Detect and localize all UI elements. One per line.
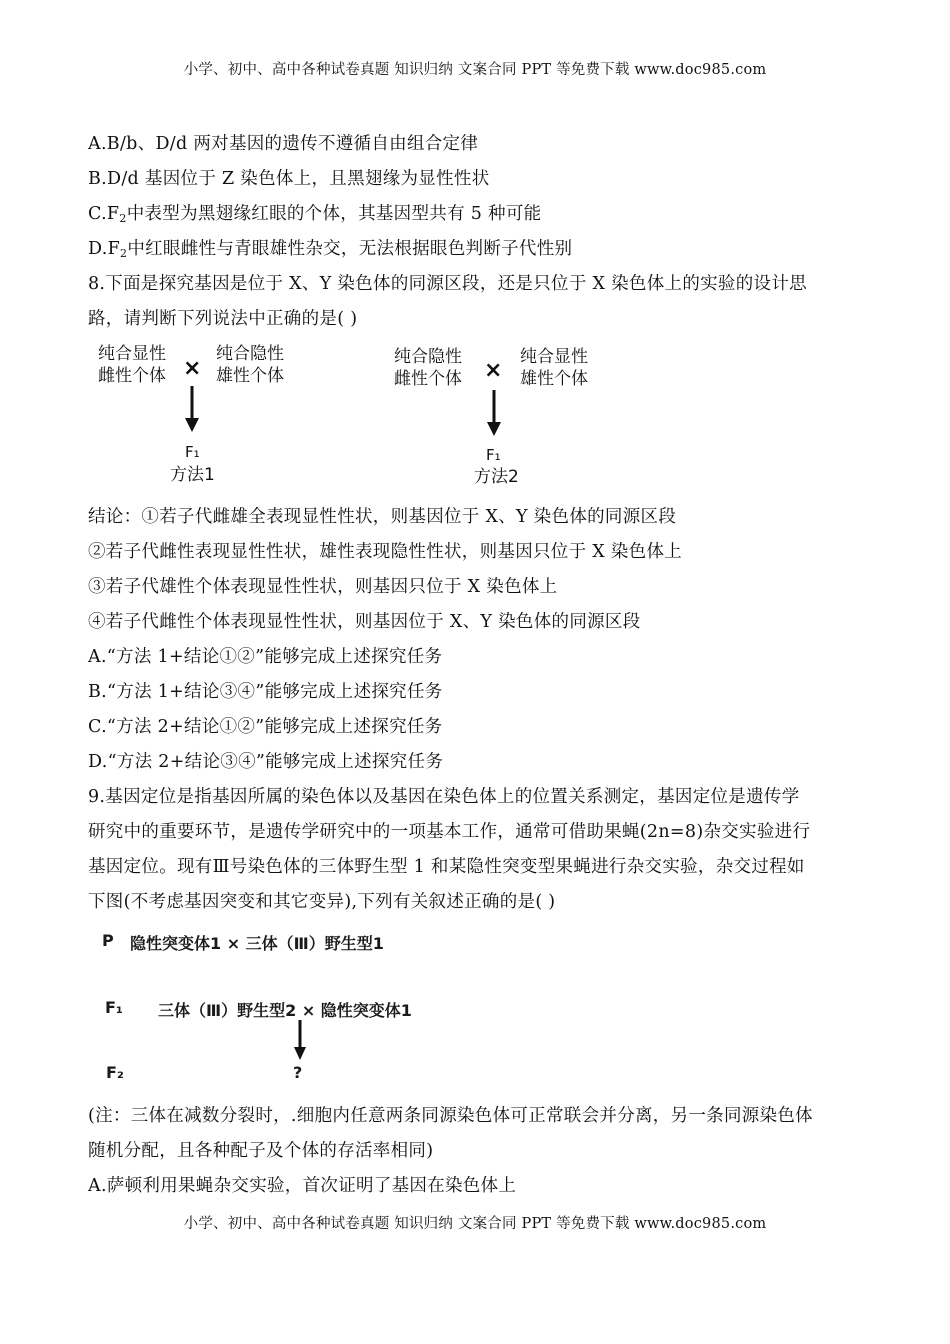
q9-p-cross: 隐性突变体1 × 三体（Ⅲ）野生型1 bbox=[130, 934, 384, 953]
q7-c-post: 中表型为黑翅缘红眼的个体，其基因型共有 5 种可能 bbox=[126, 204, 542, 224]
q9-f1-label: F₁ bbox=[105, 998, 123, 1017]
q7-d-post: 中红眼雌性与青眼雄性杂交，无法根据眼色判断子代性别 bbox=[127, 239, 573, 259]
q8-option-d: D.“方法 2+结论③④”能够完成上述探究任务 bbox=[88, 752, 444, 772]
m1-cross-symbol: × bbox=[183, 356, 202, 381]
m1-arrow-icon bbox=[180, 386, 204, 434]
q9-f1-cross: 三体（Ⅲ）野生型2 × 隐性突变体1 bbox=[158, 1001, 412, 1020]
m1-right-line1: 纯合隐性 bbox=[216, 344, 284, 364]
m2-method-label: 方法2 bbox=[474, 467, 519, 487]
q8-option-c: C.“方法 2+结论①②”能够完成上述探究任务 bbox=[88, 717, 443, 737]
q9-stem-line2: 研究中的重要环节，是遗传学研究中的一项基本工作，通常可借助果蝇(2n=8)杂交实验进行 bbox=[88, 822, 811, 842]
q9-p-label: P bbox=[102, 931, 114, 950]
q7-option-c bbox=[88, 204, 541, 224]
m2-f1-label: F₁ bbox=[486, 446, 501, 464]
m2-cross-symbol: × bbox=[484, 358, 503, 383]
m1-left-parent bbox=[98, 343, 166, 387]
m1-right-parent bbox=[216, 343, 284, 387]
q9-f2-label: F₂ bbox=[106, 1063, 124, 1082]
q7-c-sub: 2 bbox=[119, 212, 127, 225]
m2-right-line2: 雄性个体 bbox=[520, 369, 588, 389]
q8-option-a: A.“方法 1+结论①②”能够完成上述探究任务 bbox=[88, 647, 443, 667]
m2-right-parent bbox=[520, 346, 588, 390]
q7-c-pre: C.F bbox=[88, 204, 120, 224]
q9-stem-line1: 9.基因定位是指基因所属的染色体以及基因在染色体上的位置关系测定，基因定位是遗传学 bbox=[88, 787, 800, 807]
m1-left-line2: 雌性个体 bbox=[98, 366, 166, 386]
m2-left-line1: 纯合隐性 bbox=[394, 347, 462, 367]
m2-left-line2: 雌性个体 bbox=[394, 369, 462, 389]
q9-arrow-icon bbox=[291, 1020, 309, 1062]
q9-stem-line4: 下图(不考虑基因突变和其它变异),下列有关叙述正确的是( ) bbox=[88, 892, 556, 912]
page-header: 小学、初中、高中各种试卷真题 知识归纳 文案合同 PPT 等免费下载 www.doc985.com bbox=[183, 62, 767, 78]
q8-conclusion-3: ③若子代雄性个体表现显性性状，则基因只位于 X 染色体上 bbox=[88, 577, 558, 597]
q9-option-a: A.萨顿利用果蝇杂交实验，首次证明了基因在染色体上 bbox=[88, 1176, 517, 1196]
q7-d-pre: D.F bbox=[88, 239, 121, 259]
q9-note-line2: 随机分配，且各种配子及个体的存活率相同) bbox=[88, 1141, 434, 1161]
q8-stem-line1: 8.下面是探究基因是位于 X、Y 染色体的同源区段，还是只位于 X 染色体上的实验的设计思 bbox=[88, 274, 807, 294]
q9-note-line1: (注：三体在减数分裂时，.细胞内任意两条同源染色体可正常联会并分离，另一条同源染色体 bbox=[88, 1106, 813, 1126]
q7-option-a: A.B/b、D/d 两对基因的遗传不遵循自由组合定律 bbox=[88, 134, 479, 154]
q8-conclusion-1: 结论：①若子代雌雄全表现显性性状，则基因位于 X、Y 染色体的同源区段 bbox=[88, 507, 677, 527]
m1-method-label: 方法1 bbox=[170, 465, 215, 485]
q9-stem-line3: 基因定位。现有Ⅲ号染色体的三体野生型 1 和某隐性突变型果蝇进行杂交实验，杂交过程如 bbox=[88, 857, 805, 877]
q8-option-b: B.“方法 1+结论③④”能够完成上述探究任务 bbox=[88, 682, 443, 702]
q8-conclusion-4: ④若子代雌性个体表现显性性状，则基因位于 X、Y 染色体的同源区段 bbox=[88, 612, 641, 632]
q7-option-b: B.D/d 基因位于 Z 染色体上，且黑翅缘为显性性状 bbox=[88, 169, 490, 189]
q9-f2-result: ? bbox=[293, 1063, 303, 1082]
q8-conclusion-2: ②若子代雌性表现显性性状，雄性表现隐性性状，则基因只位于 X 染色体上 bbox=[88, 542, 683, 562]
m2-arrow-icon bbox=[482, 390, 506, 438]
m2-left-parent bbox=[394, 346, 462, 390]
m2-right-line1: 纯合显性 bbox=[520, 347, 588, 367]
q7-option-d bbox=[88, 239, 572, 259]
q8-stem-line2: 路，请判断下列说法中正确的是( ) bbox=[88, 309, 358, 329]
m1-right-line2: 雄性个体 bbox=[216, 366, 284, 386]
page-footer: 小学、初中、高中各种试卷真题 知识归纳 文案合同 PPT 等免费下载 www.doc985.com bbox=[183, 1216, 767, 1232]
q7-d-sub: 2 bbox=[120, 247, 128, 260]
m1-left-line1: 纯合显性 bbox=[98, 344, 166, 364]
m1-f1-label: F₁ bbox=[185, 443, 200, 461]
